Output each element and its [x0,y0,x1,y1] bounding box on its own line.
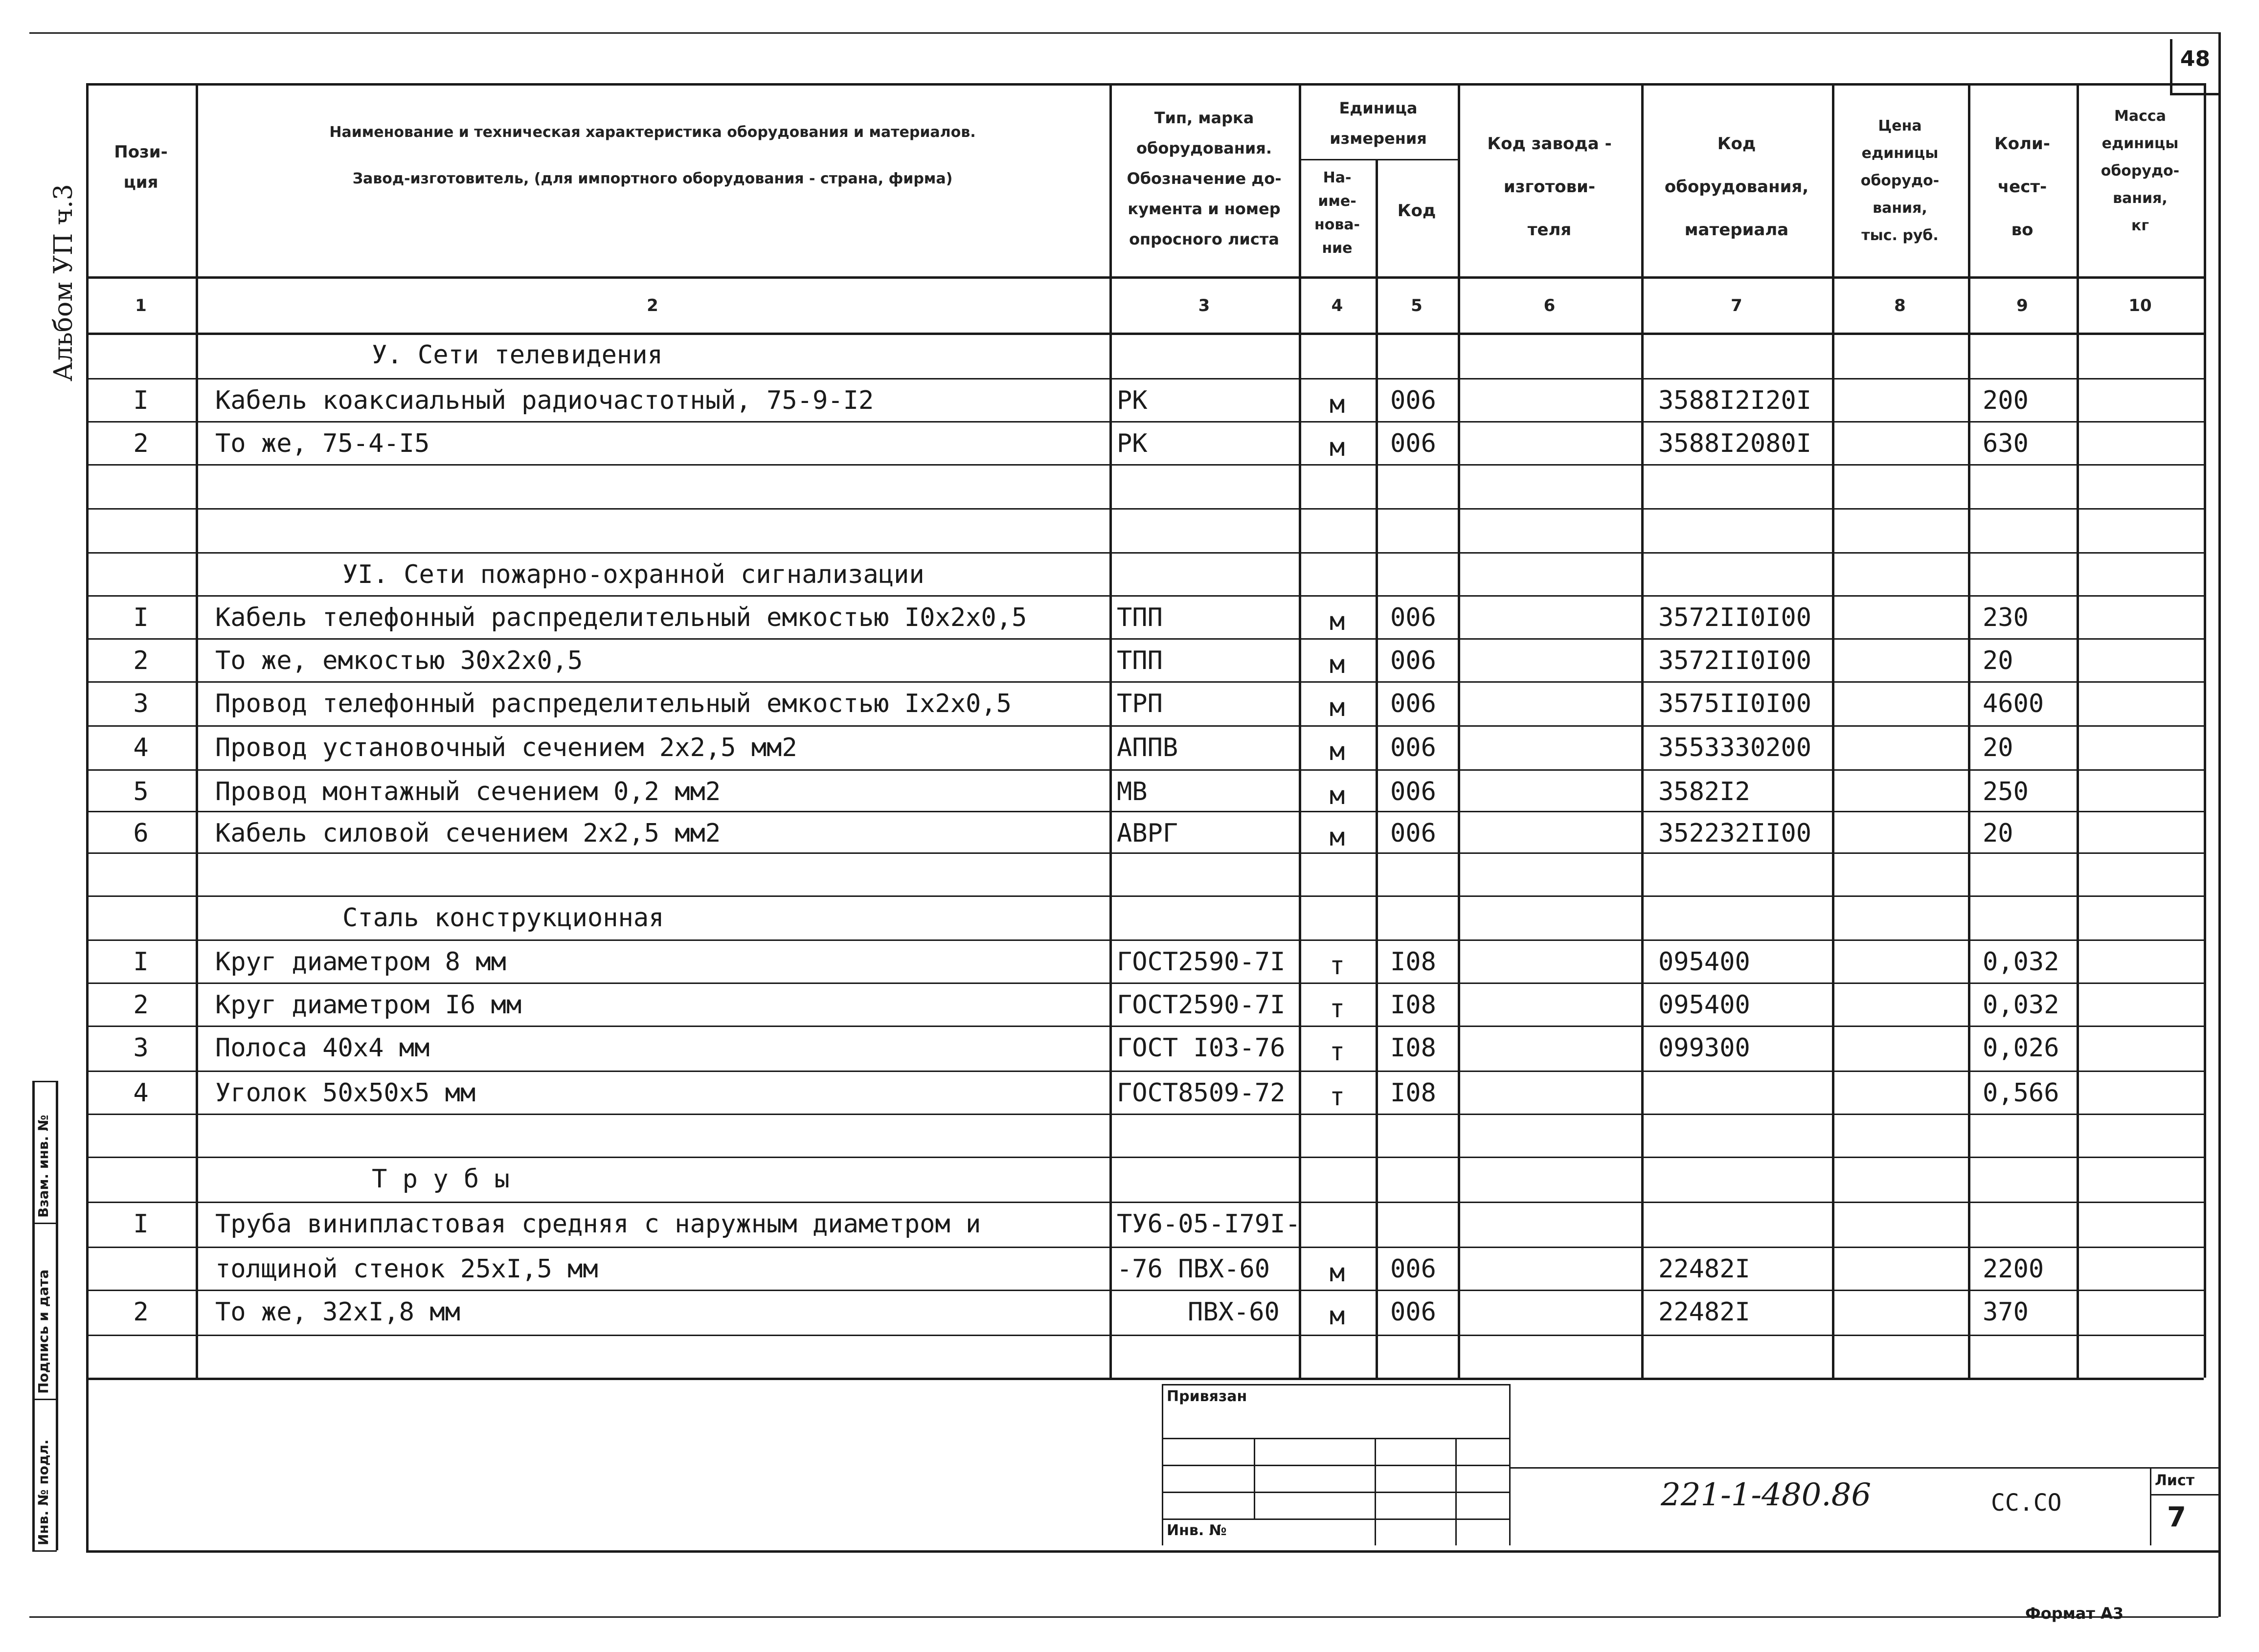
page-box-bottom [2170,93,2219,95]
unit-subheader-line [1299,159,1458,160]
header-bottom-line [86,276,2204,279]
section-title: УI. Сети пожарно-охранной сигнализации [342,560,925,589]
sheet-label: Лист [2155,1472,2195,1489]
name-cell: Полоса 40x4 мм [215,1033,430,1063]
name-cell: Круг диаметром I6 мм [215,990,522,1020]
header-name-line2: Завод-изготовитель, (для импортного оборудования - страна, фирма) [352,170,953,187]
type-mark-cell: ГОСТ2590-7I [1117,947,1286,977]
header-type-mark: Тип, марка оборудования. Обозначение до- кумента и номер опросного листа [1127,109,1282,248]
unit-cell: м [1329,781,1345,810]
header-equipment-code: Код оборудования, материала [1664,134,1809,240]
type-mark-cell: ТПП [1117,603,1163,632]
header-unit-code: Код [1397,201,1436,221]
position-cell: 2 [133,1297,149,1327]
position-cell: I [133,386,149,415]
equipment-code-cell: 3572II0I00 [1658,603,1812,632]
sheet-number: 7 [2167,1501,2186,1533]
equipment-code-cell: 22482I [1658,1297,1750,1327]
code-cell: 006 [1390,1297,1436,1327]
name-cell: Уголок 50x50x5 мм [215,1078,476,1108]
row-line [86,1071,2204,1072]
unit-cell: м [1329,737,1345,766]
position-cell: 2 [133,990,149,1020]
row-line [86,508,2204,510]
row-line [86,939,2204,941]
stamp-h2 [1162,1438,1509,1439]
row-line [86,1202,2204,1203]
section-title: Т р у б ы [372,1164,510,1194]
code-cell: 006 [1390,646,1436,675]
position-cell: I [133,947,149,977]
row-line [86,552,2204,554]
column-number-8: 8 [1894,296,1906,315]
position-cell: 6 [133,819,149,848]
document-suffix: СС.СО [1991,1489,2062,1517]
unit-cell: м [1329,607,1345,636]
row-line [86,1114,2204,1115]
column-line [1641,83,1644,1378]
quantity-cell: 4600 [1983,689,2044,718]
position-cell: 3 [133,689,149,718]
header-position: Пози- ция [114,142,168,192]
equipment-code-cell: 3553330200 [1658,733,1812,762]
row-line [86,1290,2204,1291]
header-mass: Масса единицы оборудо- вания, кг [2101,108,2180,234]
equipment-code-cell: 3582I2 [1658,777,1750,806]
stamp-h4 [1162,1492,1509,1493]
header-factory-code: Код завода - изготови- теля [1487,134,1612,240]
quantity-cell: 20 [1983,819,2013,848]
quantity-cell: 630 [1983,429,2029,458]
unit-cell: м [1329,433,1345,462]
quantity-cell: 0,032 [1983,990,2059,1020]
code-cell: 006 [1390,777,1436,806]
left-strip-h2 [32,1223,57,1224]
column-line [1299,83,1301,1378]
section-title: Сталь конструкционная [342,903,664,933]
frame-bottom-line [86,1550,2218,1553]
inv-label: Инв. № подл. [35,1439,51,1545]
type-mark-cell: ГОСТ8509-72 [1117,1078,1286,1108]
code-cell: 006 [1390,733,1436,762]
sheet-box-left [2150,1467,2151,1545]
position-cell: 2 [133,646,149,675]
top-border [29,32,2218,34]
unit-cell: м [1329,823,1345,852]
name-cell: То же, емкостью 30x2x0,5 [215,646,583,675]
stamp-v1 [1162,1384,1163,1545]
left-strip-line-a [32,1081,35,1550]
row-line [86,769,2204,771]
column-line [1832,83,1834,1378]
column-number-7: 7 [1731,296,1742,315]
table-top-line [86,83,2204,86]
unit-cell: м [1329,390,1345,419]
row-line [86,1247,2204,1248]
position-cell: 3 [133,1033,149,1063]
unit-cell: т [1329,1082,1345,1112]
equipment-code-cell: 352232II00 [1658,819,1812,848]
inv-no-label: Инв. № [1167,1522,1227,1539]
bottom-border [29,1616,2218,1618]
left-strip-h1 [32,1081,57,1082]
header-quantity: Коли- чест- во [1994,134,2050,240]
code-cell: 006 [1390,386,1436,415]
quantity-cell: 20 [1983,733,2013,762]
name-cell: Кабель телефонный распределительный емкостью I0x2x0,5 [215,603,1027,632]
left-strip-line-b [56,1081,58,1550]
right-border [2218,32,2221,1617]
header-unit-name: На- име- нова- ние [1314,169,1360,257]
row-line [86,1026,2204,1027]
row-line [86,378,2204,380]
equipment-code-cell: 3575II0I00 [1658,689,1812,718]
stamp-h3 [1162,1465,1509,1466]
code-cell: I08 [1390,1078,1436,1108]
quantity-cell: 0,026 [1983,1033,2059,1063]
row-line [86,852,2204,854]
equipment-code-cell: 3588I2I20I [1658,386,1812,415]
name-cell: толщиной стенок 25xI,5 мм [215,1254,598,1284]
position-cell: 4 [133,1078,149,1108]
code-cell: 006 [1390,689,1436,718]
stamp-h5 [1162,1518,1509,1520]
position-cell: I [133,603,149,632]
type-mark-cell: РК [1117,386,1148,415]
row-line [86,681,2204,683]
album-label: Альбом УП ч.3 [49,184,78,381]
row-line [86,1335,2204,1336]
position-cell: I [133,1209,149,1239]
header-unit-group: Единица измерения [1330,99,1427,148]
stamp-v4 [1455,1438,1457,1545]
column-line [1109,83,1112,1378]
column-line [1458,83,1460,1378]
stamp-top [1162,1384,1509,1385]
sheet-box-mid [2150,1494,2218,1496]
section-title: У. Сети телевидения [372,340,663,370]
type-mark-cell: ГОСТ I03-76 [1117,1033,1286,1063]
stamp-v5 [1509,1384,1511,1545]
quantity-cell: 230 [1983,603,2029,632]
type-mark-cell: ТУ6-05-I79I- [1117,1209,1301,1239]
code-cell: 006 [1390,603,1436,632]
row-line [86,811,2204,812]
column-number-5: 5 [1411,296,1423,315]
equipment-code-cell: 095400 [1658,947,1750,977]
name-cell: То же, 32xI,8 мм [215,1297,460,1327]
row-line [86,982,2204,984]
column-number-9: 9 [2016,296,2028,315]
privyazan-label: Привязан [1167,1388,1247,1405]
unit-cell: т [1329,1037,1345,1067]
position-cell: 4 [133,733,149,762]
numbers-bottom-line [86,333,2204,335]
quantity-cell: 250 [1983,777,2029,806]
code-cell: I08 [1390,990,1436,1020]
left-strip-h4 [32,1550,57,1552]
row-line [86,895,2204,897]
stamp-v2 [1254,1438,1255,1518]
name-cell: Провод монтажный сечением 0,2 мм2 [215,777,721,806]
quantity-cell: 0,566 [1983,1078,2059,1108]
type-mark-cell: ТПП [1117,646,1163,675]
unit-cell: м [1329,1301,1345,1331]
sign-label: Подпись и дата [35,1269,51,1394]
code-cell: 006 [1390,429,1436,458]
type-mark-cell: ТРП [1117,689,1163,718]
type-mark-cell: АППВ [1117,733,1178,762]
stamp-doc-line [1509,1467,2218,1469]
name-cell: Труба винипластовая средняя с наружным диаметром и [215,1209,981,1239]
column-number-4: 4 [1331,296,1343,315]
column-number-10: 10 [2128,296,2152,315]
type-mark-cell: ГОСТ2590-7I [1117,990,1286,1020]
column-number-3: 3 [1198,296,1210,315]
unit-cell: т [1329,951,1345,981]
unit-cell: т [1329,994,1345,1024]
document-code: 221-1-480.86 [1661,1477,1872,1513]
type-mark-cell: РК [1117,429,1148,458]
quantity-cell: 2200 [1983,1254,2044,1284]
code-cell: 006 [1390,819,1436,848]
vzam-label: Взам. инв. № [35,1115,51,1218]
stamp-v3 [1375,1438,1376,1545]
name-cell: Кабель коаксиальный радиочастотный, 75-9-I2 [215,386,874,415]
quantity-cell: 200 [1983,386,2029,415]
equipment-code-cell: 3572II0I00 [1658,646,1812,675]
code-cell: 006 [1390,1254,1436,1284]
type-mark-cell: АВРГ [1117,819,1178,848]
header-name-line1: Наименование и техническая характеристика оборудования и материалов. [329,124,976,141]
column-number-6: 6 [1543,296,1556,315]
quantity-cell: 20 [1983,646,2013,675]
name-cell: Провод телефонный распределительный емкостью Ix2x0,5 [215,689,1012,718]
name-cell: Провод установочный сечением 2x2,5 мм2 [215,733,797,762]
table-right-line [2204,83,2206,1378]
code-cell: I08 [1390,1033,1436,1063]
name-cell: То же, 75-4-I5 [215,429,430,458]
name-cell: Кабель силовой сечением 2x2,5 мм2 [215,819,721,848]
equipment-code-cell: 099300 [1658,1033,1750,1063]
type-mark-cell: ПВХ-60 [1188,1297,1280,1327]
row-line [86,725,2204,727]
row-line [86,595,2204,597]
row-line [86,421,2204,423]
column-number-2: 2 [647,296,658,315]
row-line [86,1157,2204,1158]
unit-cell: м [1329,650,1345,679]
quantity-cell: 0,032 [1983,947,2059,977]
equipment-code-cell: 3588I2080I [1658,429,1812,458]
page-number: 48 [2180,46,2211,71]
quantity-cell: 370 [1983,1297,2029,1327]
format-label: Формат А3 [2025,1604,2124,1623]
equipment-code-cell: 095400 [1658,990,1750,1020]
column-number-1: 1 [135,296,147,315]
row-line [86,638,2204,640]
name-cell: Круг диаметром 8 мм [215,947,506,977]
left-strip-h3 [32,1399,57,1400]
unit-cell: м [1329,693,1345,722]
column-line [1376,83,1378,1378]
column-line [1968,83,1970,1378]
unit-cell: м [1329,1258,1345,1288]
equipment-code-cell: 22482I [1658,1254,1750,1284]
type-mark-cell: -76 ПВХ-60 [1117,1254,1270,1284]
header-price: Цена единицы оборудо- вания, тыс. руб. [1860,117,1940,244]
position-cell: 5 [133,777,149,806]
row-line [86,464,2204,466]
row-line [86,1378,2204,1379]
column-line [2077,83,2079,1378]
type-mark-cell: МВ [1117,777,1148,806]
column-line [196,83,198,1378]
position-cell: 2 [133,429,149,458]
code-cell: I08 [1390,947,1436,977]
